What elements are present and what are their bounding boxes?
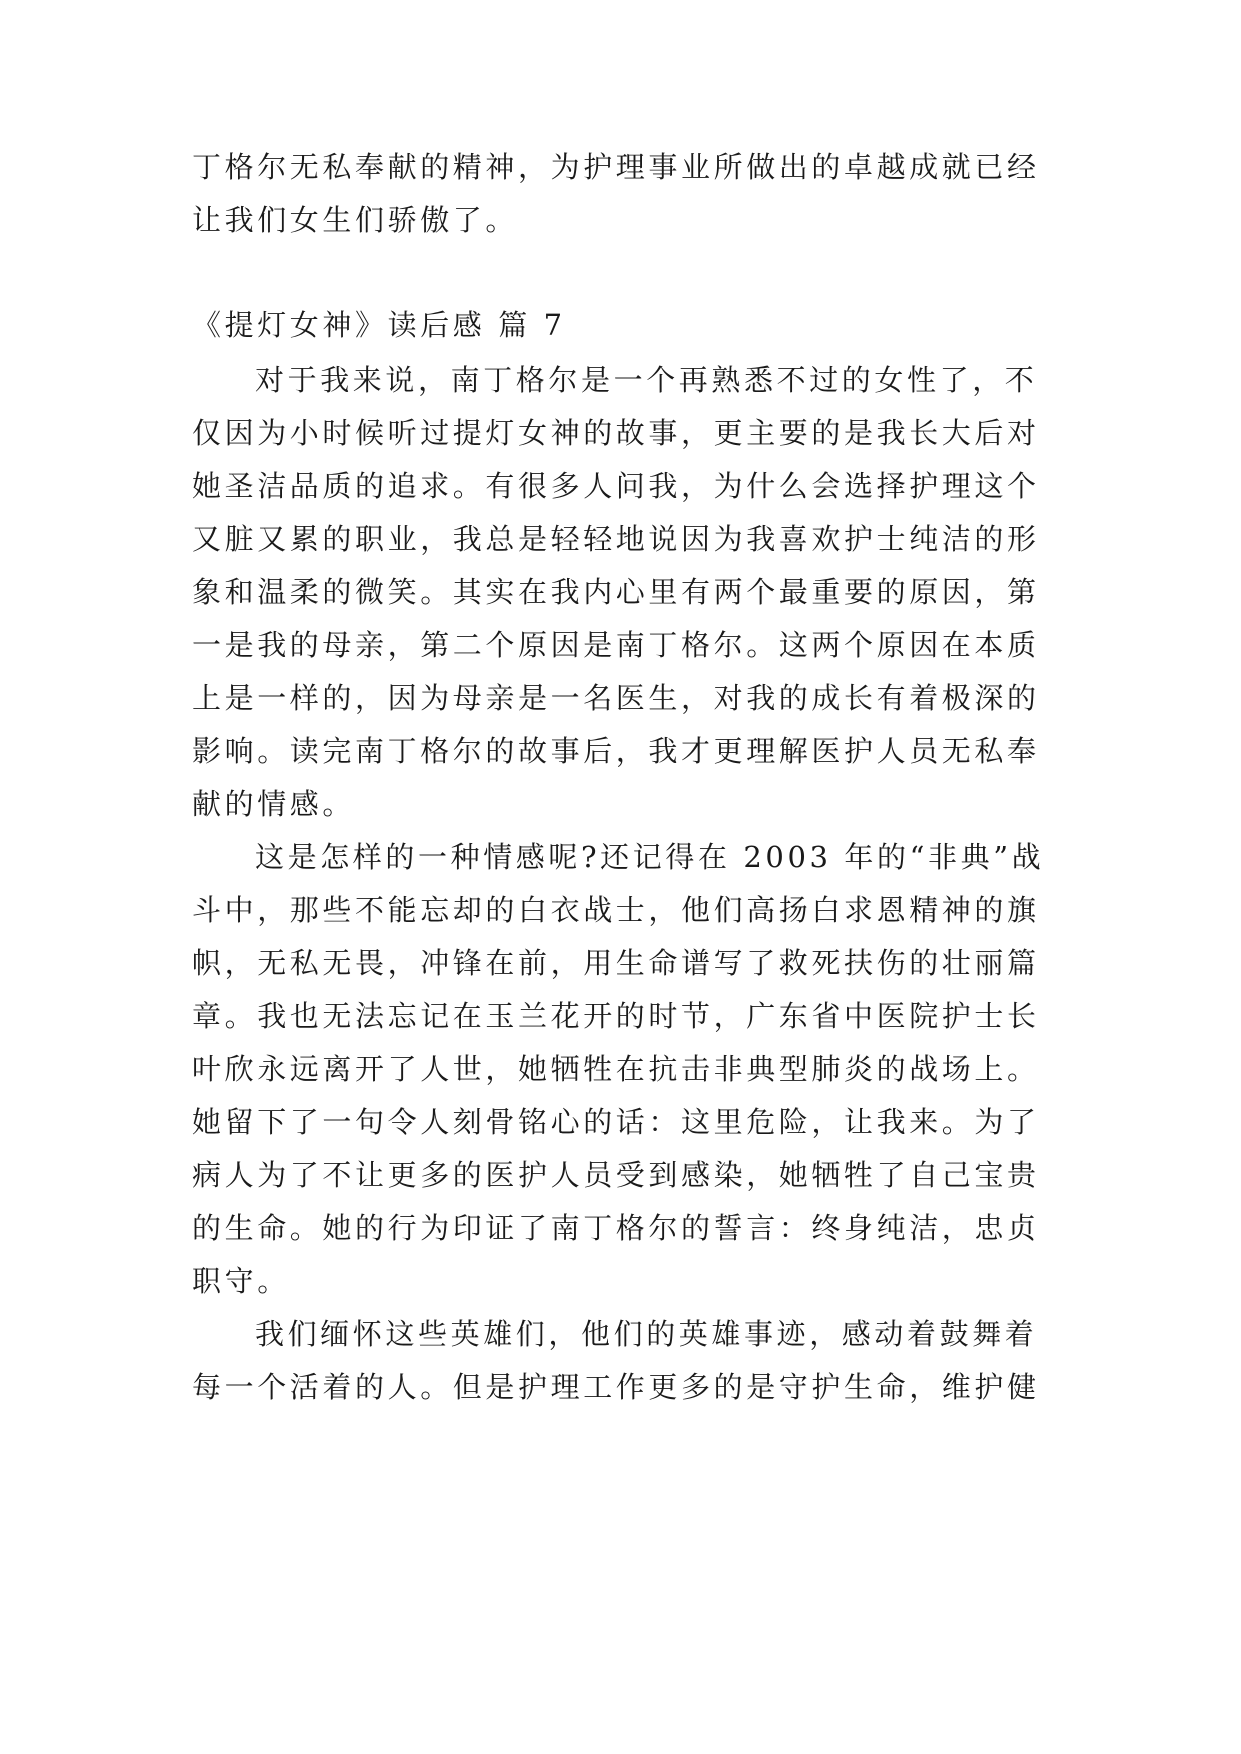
paragraph-2-line-5: 叶欣永远离开了人世，她牺牲在抗击非典型肺炎的战场上。: [192, 1052, 1040, 1086]
paragraph-2-line-8: 的生命。她的行为印证了南丁格尔的誓言：终身纯洁，忠贞: [192, 1211, 1040, 1245]
paragraph-1-line-8: 影响。读完南丁格尔的故事后，我才更理解医护人员无私奉: [192, 734, 1040, 768]
paragraph-2-line-9: 职守。: [192, 1264, 290, 1298]
paragraph-3-line-2: 每一个活着的人。但是护理工作更多的是守护生命，维护健: [192, 1370, 1040, 1404]
paragraph-2-line-1: 这是怎样的一种情感呢?还记得在 2003 年的“非典”战: [255, 840, 1045, 874]
lead-line-2: 让我们女生们骄傲了。: [192, 203, 519, 237]
paragraph-1-line-3: 她圣洁品质的追求。有很多人问我，为什么会选择护理这个: [192, 469, 1040, 503]
paragraph-1-line-2: 仅因为小时候听过提灯女神的故事，更主要的是我长大后对: [192, 416, 1040, 450]
paragraph-1-line-6: 一是我的母亲，第二个原因是南丁格尔。这两个原因在本质: [192, 628, 1040, 662]
paragraph-2-line-6: 她留下了一句令人刻骨铭心的话：这里危险，让我来。为了: [192, 1105, 1040, 1139]
paragraph-1-line-9: 献的情感。: [192, 787, 356, 821]
paragraph-1-line-4: 又脏又累的职业，我总是轻轻地说因为我喜欢护士纯洁的形: [192, 522, 1040, 556]
paragraph-1-line-5: 象和温柔的微笑。其实在我内心里有两个最重要的原因，第: [192, 575, 1040, 609]
paragraph-2-line-2: 斗中，那些不能忘却的白衣战士，他们高扬白求恩精神的旗: [192, 893, 1040, 927]
paragraph-2-line-3: 帜，无私无畏，冲锋在前，用生命谱写了救死扶伤的壮丽篇: [192, 946, 1040, 980]
paragraph-3-line-1: 我们缅怀这些英雄们，他们的英雄事迹，感动着鼓舞着: [255, 1317, 1038, 1351]
section-heading: 《提灯女神》读后感 篇 7: [192, 308, 566, 342]
paragraph-2-line-4: 章。我也无法忘记在玉兰花开的时节，广东省中医院护士长: [192, 999, 1040, 1033]
paragraph-1-line-7: 上是一样的，因为母亲是一名医生，对我的成长有着极深的: [192, 681, 1040, 715]
paragraph-1-line-1: 对于我来说，南丁格尔是一个再熟悉不过的女性了，不: [255, 363, 1038, 397]
lead-line-1: 丁格尔无私奉献的精神，为护理事业所做出的卓越成就已经: [192, 150, 1040, 184]
paragraph-2-line-7: 病人为了不让更多的医护人员受到感染，她牺牲了自己宝贵: [192, 1158, 1040, 1192]
